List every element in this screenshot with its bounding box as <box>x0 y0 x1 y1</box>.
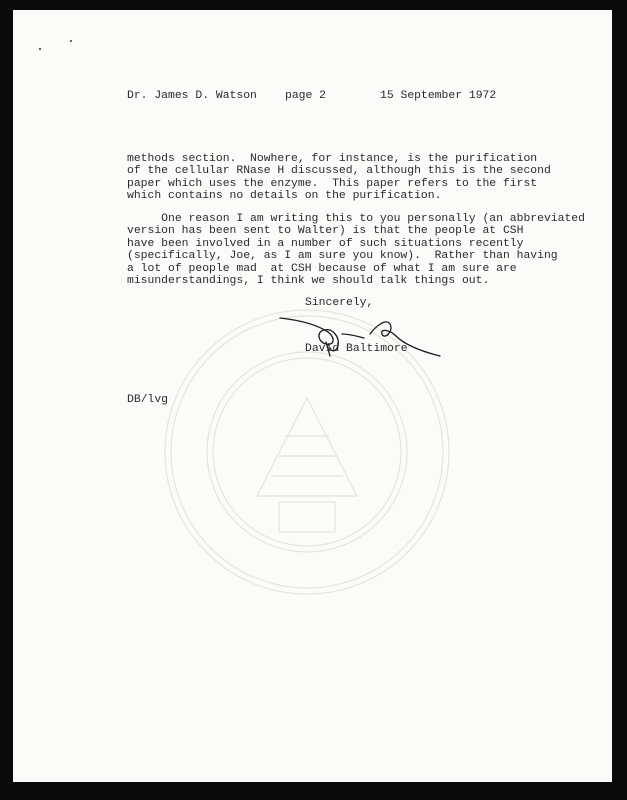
header-page-label: page 2 <box>285 90 327 102</box>
paragraph-1 <box>127 153 551 203</box>
paragraph-2-line: (specifically, Joe, as I am sure you know). Rather than having <box>127 250 558 263</box>
paragraph-2-line: a lot of people mad at CSH because of what I am sure are <box>127 262 517 275</box>
paragraph-1-line: methods section. Nowhere, for instance, is the purification <box>127 153 538 165</box>
paragraph-1-line: paper which uses the enzyme. This paper refers to the first <box>127 177 538 190</box>
paragraph-1-line: of the cellular RNase H discussed, although this is the second <box>127 165 551 178</box>
salutation: Sincerely, <box>305 297 374 309</box>
paragraph-2-line: One reason I am writing this to you personally (an abbreviated <box>127 213 585 225</box>
signer-name: David Baltimore <box>305 343 408 355</box>
header-recipient: Dr. James D. Watson <box>127 90 257 102</box>
letter-page <box>13 10 612 782</box>
paragraph-2 <box>127 213 585 287</box>
paragraph-1-line: which contains no details on the purification. <box>127 190 442 203</box>
paragraph-2-line: version has been sent to Walter) is that the people at CSH <box>127 225 524 238</box>
handwritten-signature <box>278 312 448 364</box>
typist-initials: DB/lvg <box>127 394 169 406</box>
header-date: 15 September 1972 <box>380 90 497 102</box>
paragraph-2-line: have been involved in a number of such situations recently <box>127 237 524 250</box>
paragraph-2-line: misunderstandings, I think we should talk things out. <box>127 275 490 288</box>
